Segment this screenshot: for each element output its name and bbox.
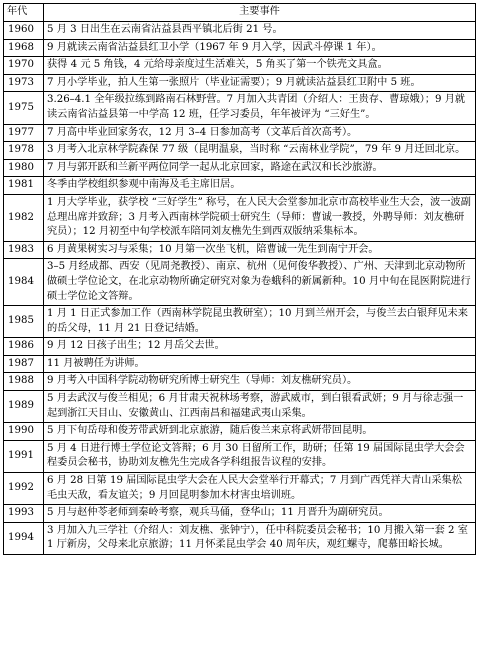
row-year: 1984 <box>4 259 44 306</box>
row-year: 1973 <box>4 74 44 92</box>
table-row <box>4 505 476 523</box>
row-year: 1981 <box>4 177 44 195</box>
table-row <box>4 92 476 124</box>
row-year: 1989 <box>4 391 44 423</box>
row-event: 3 月加入九三学社（介绍人：刘友樵、张钟宁），任中科院委员会秘书；10 月搬入第一套 2 室 1 厅新房，父母来北京旅游；11 月怀柔昆虫学会 40 周年庆，观红螺寺，爬慕田峪长城。 <box>44 522 476 554</box>
row-event: 9 月就读云南省沾益县红卫小学（1967 年 9 月入学，因武斗停课 1 年）。 <box>44 39 476 57</box>
row-event: 冬季由学校组织参观中南海及毛主席旧居。 <box>44 177 476 195</box>
row-event: 6 月黄果树实习与采集；10 月第一次坐飞机，陪曹诚一先生到南宁开会。 <box>44 241 476 259</box>
table-row <box>4 423 476 441</box>
row-event: 7 月高中毕业回家务农，12 月 3–4 日参加高考（文革后首次高考）。 <box>44 124 476 142</box>
header-event: 主要事件 <box>44 4 476 22</box>
row-event: 5 月与赵仲苓老师到秦岭考察，观兵马俑，登华山；11 月晋升为副研究员。 <box>44 505 476 523</box>
row-event: 11 月被聘任为讲师。 <box>44 355 476 373</box>
row-event: 6 月 28 日第 19 届国际昆虫学大会在人民大会堂举行开幕式；7 月到广西凭祥大青山采集松毛虫天敌，看友谊关；9 月回昆明参加木材害虫培训班。 <box>44 473 476 505</box>
table-row <box>4 391 476 423</box>
table-row <box>4 440 476 472</box>
table-row <box>4 355 476 373</box>
row-event: 5 月去武汉与俊兰相见；6 月甘肃天祝林场考察，游武威市，到白银看武妍；9 月与徐志强一起到浙江天目山、安徽黄山、江西南昌和福建武夷山采集。 <box>44 391 476 423</box>
row-year: 1970 <box>4 57 44 75</box>
header-row <box>4 4 476 22</box>
row-year: 1986 <box>4 338 44 356</box>
table-row <box>4 57 476 75</box>
table-row <box>4 124 476 142</box>
row-event: 5 月 3 日出生在云南省沾益县西平镇北后街 21 号。 <box>44 22 476 40</box>
table-row <box>4 22 476 40</box>
table-row <box>4 74 476 92</box>
table-row <box>4 241 476 259</box>
row-year: 1960 <box>4 22 44 40</box>
row-year: 1991 <box>4 440 44 472</box>
table-body <box>4 22 476 555</box>
row-event: 9 月 12 日孩子出生；12 月岳父去世。 <box>44 338 476 356</box>
row-year: 1992 <box>4 473 44 505</box>
row-year: 1980 <box>4 159 44 177</box>
row-year: 1983 <box>4 241 44 259</box>
row-event: 3–5 月经成都、西安（见周尧教授）、南京、杭州（见何俊华教授）、广州、天津到北京动物所做硕士学位论文，在北京动物所确定研究对象为卷蛾科的新属新种。10 月中旬在昆医附院进行硕士学位论文答辩。 <box>44 259 476 306</box>
row-year: 1977 <box>4 124 44 142</box>
row-event: 1 月大学毕业，获学校 “三好学生” 称号，在人民大会堂参加北京市高校毕业生大会，波一波副总理出席并致辞；3 月考入西南林学院硕士研究生（导师：曹诚一教授，外聘导师：刘友樵研究员）；12 月初至中旬学校派车陪同刘友樵先生到西双版纳采集标本。 <box>44 194 476 241</box>
table-row <box>4 159 476 177</box>
table-row <box>4 39 476 57</box>
row-year: 1978 <box>4 142 44 160</box>
row-year: 1990 <box>4 423 44 441</box>
row-year: 1988 <box>4 373 44 391</box>
table-row <box>4 194 476 241</box>
row-event: 5 月 4 日进行博士学位论文答辩；6 月 30 日留所工作，助研；任第 19 届国际昆虫学大会会程委员会秘书，协助刘友樵先生完成各学科组报告议程的安排。 <box>44 440 476 472</box>
table-row <box>4 259 476 306</box>
table-row <box>4 373 476 391</box>
table-row <box>4 473 476 505</box>
row-event: 7 月小学毕业，拍人生第一张照片（毕业证需要）；9 月就读沾益县红卫附中 5 班。 <box>44 74 476 92</box>
row-year: 1993 <box>4 505 44 523</box>
row-event: 9 月考入中国科学院动物研究所博士研究生（导师：刘友樵研究员）。 <box>44 373 476 391</box>
table-row <box>4 306 476 338</box>
table-row <box>4 338 476 356</box>
row-year: 1994 <box>4 522 44 554</box>
header-year: 年代 <box>4 4 44 22</box>
table-row <box>4 522 476 554</box>
row-event: 7 月与郭开跃和兰新平两位同学一起从北京回家，路途在武汉和长沙旅游。 <box>44 159 476 177</box>
row-year: 1982 <box>4 194 44 241</box>
row-event: 5 月下旬岳母和俊芳带武妍到北京旅游，随后俊兰来京将武妍带回昆明。 <box>44 423 476 441</box>
row-year: 1987 <box>4 355 44 373</box>
chronology-table <box>3 3 476 555</box>
row-year: 1968 <box>4 39 44 57</box>
table-row <box>4 177 476 195</box>
row-event: 3.26–4.1 全年级拉练到路南石林野营。7 月加入共青团（介绍人：王贵存、曹琼娥）；9 月就读云南省沾益县第一中学高 12 班，任学习委员，年年被评为 “三好生”。 <box>44 92 476 124</box>
row-year: 1985 <box>4 306 44 338</box>
row-year: 1975 <box>4 92 44 124</box>
row-event: 1 月 1 日正式参加工作（西南林学院昆虫教研室）；10 月到兰州开会，与俊兰去白银拜见未来的岳父母，11 月 21 日登记结婚。 <box>44 306 476 338</box>
row-event: 3 月考入北京林学院森保 77 级（昆明温泉，当时称 “云南林业学院”，79 年 9 月迁回北京。 <box>44 142 476 160</box>
table-row <box>4 142 476 160</box>
row-event: 获得 4 元 5 角钱，4 元给母亲度过生活难关，5 角买了第一个铁壳文具盒。 <box>44 57 476 75</box>
